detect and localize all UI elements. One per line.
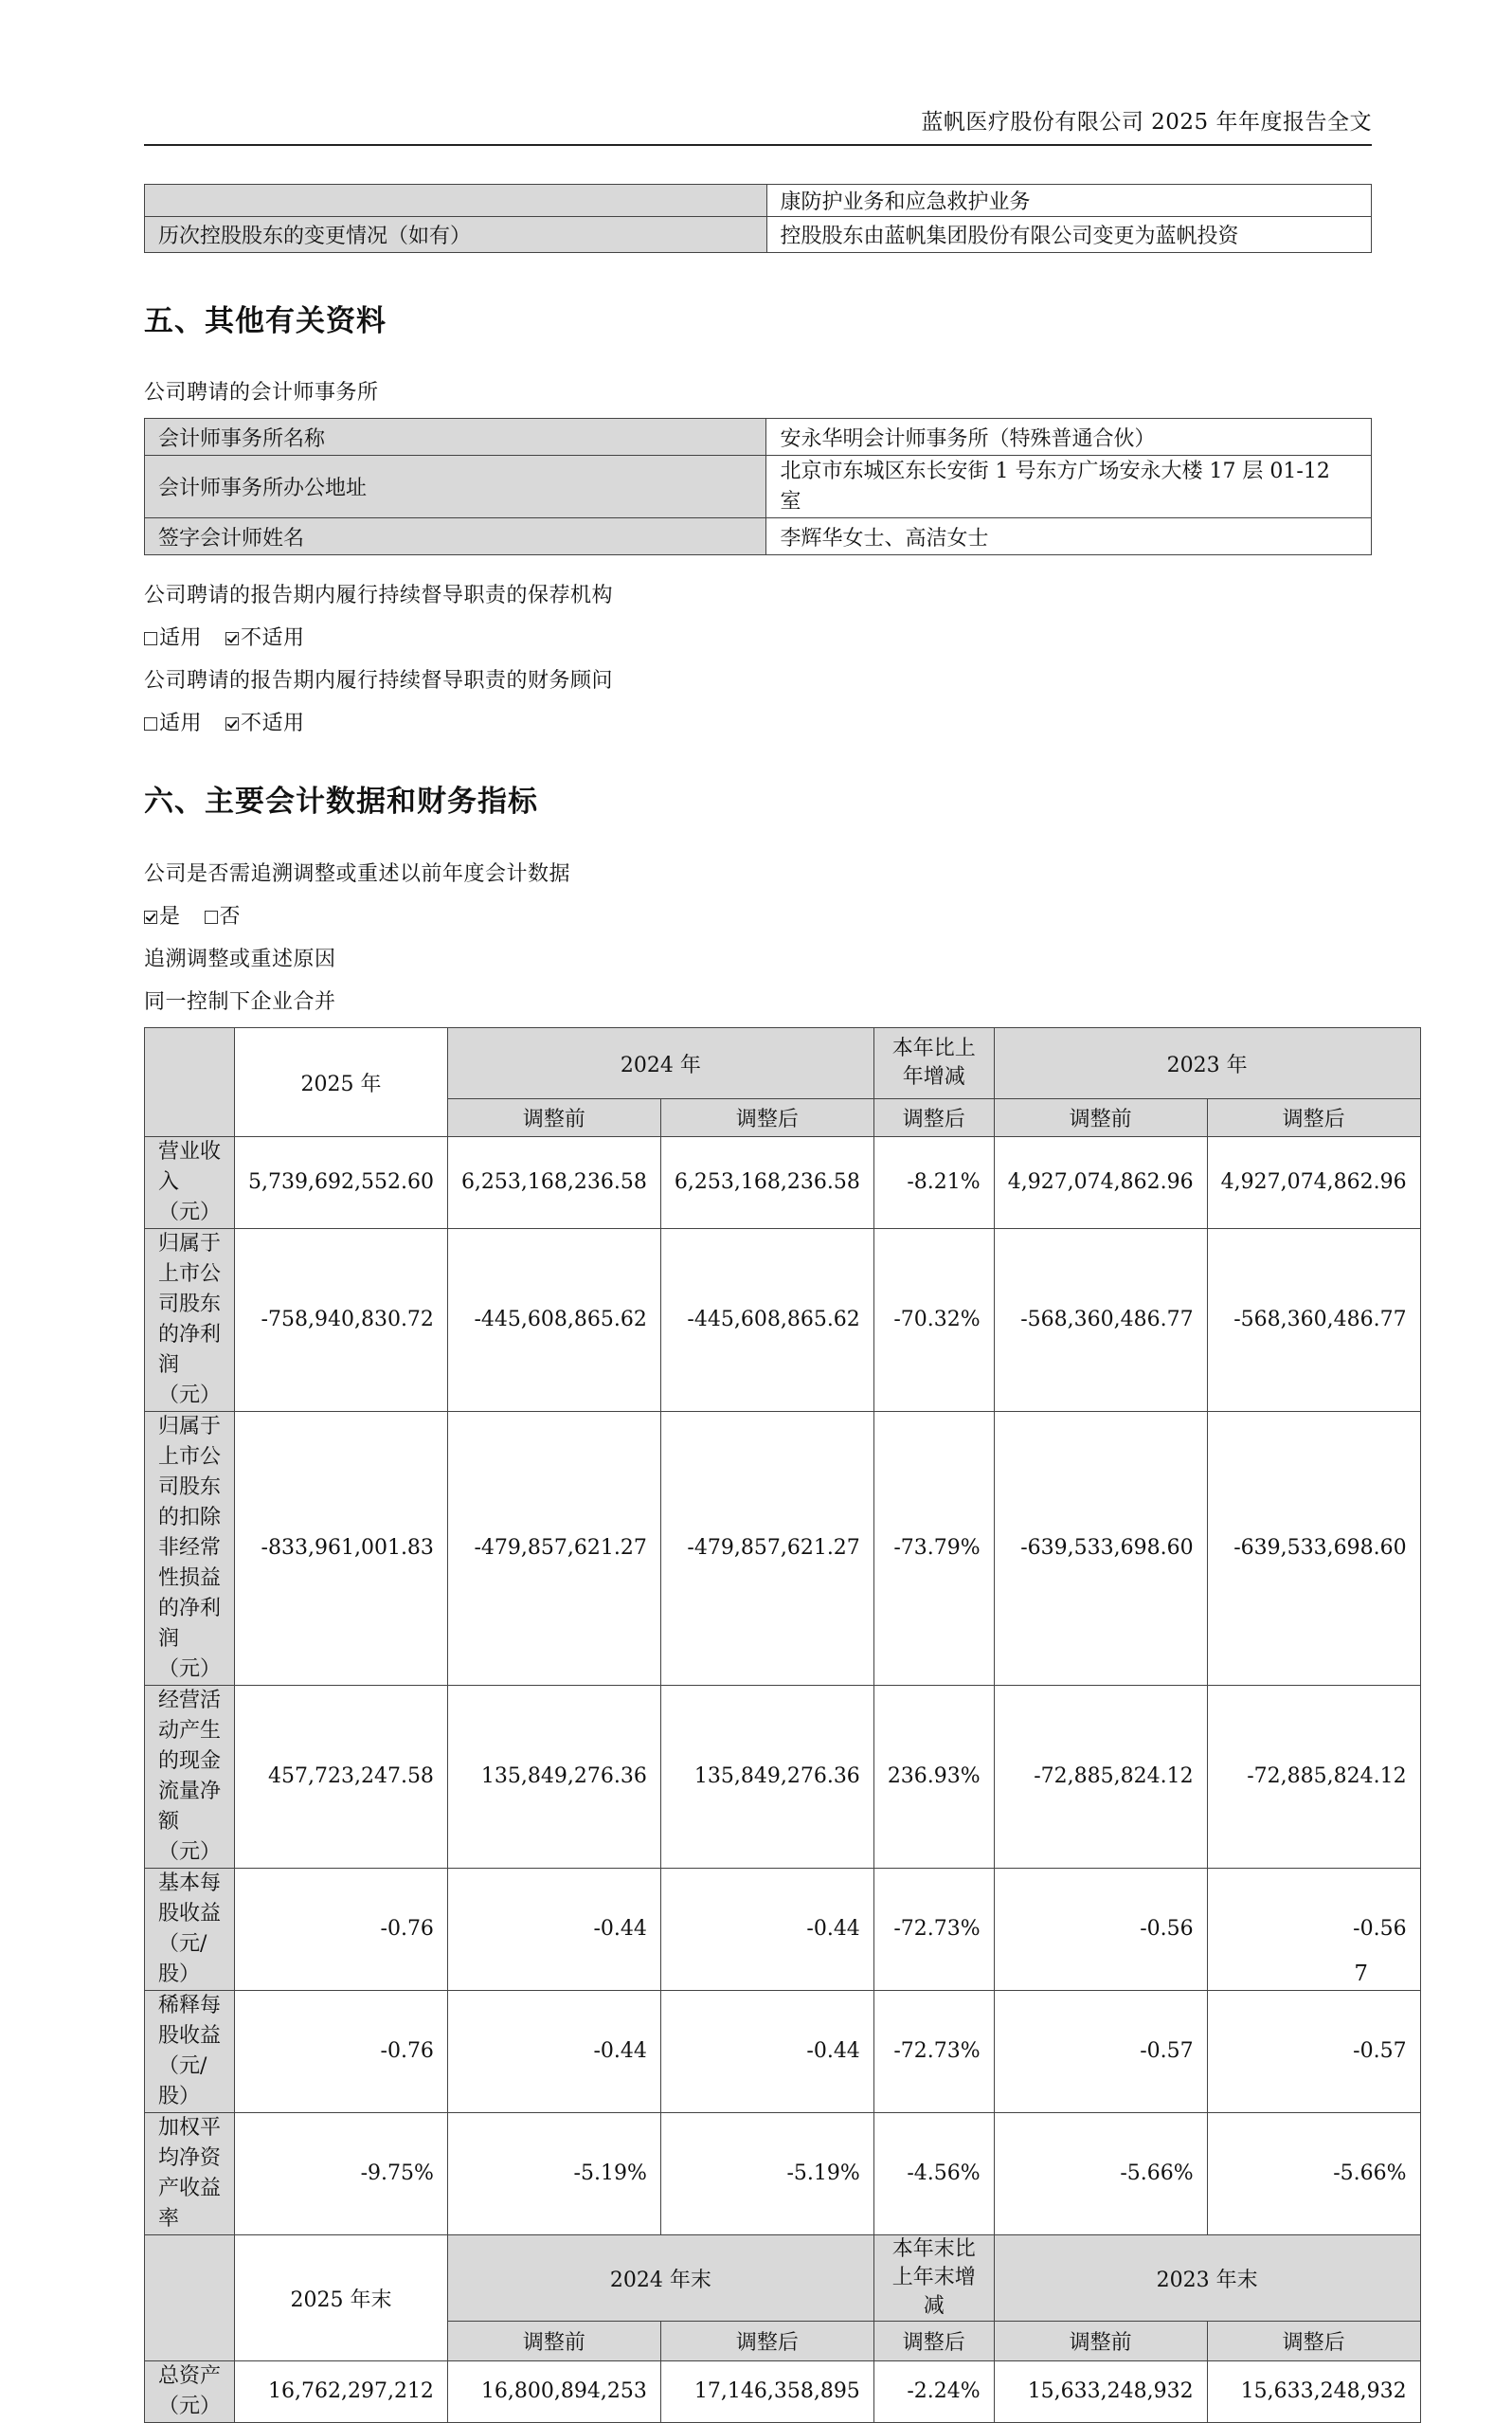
row-label: 经营活动产生的现金流量净额（元） [145,1686,235,1869]
cell-value: -0.76 [235,1991,448,2113]
cell-value: -4.56% [873,2113,994,2235]
header-2024-end: 2024 年末 [447,2235,873,2322]
section-six-title: 六、主要会计数据和财务指标 [144,785,538,819]
cell-value: -9.75% [235,2113,448,2235]
table-row [145,1137,1421,1229]
cell-value: -73.79% [873,1412,994,1686]
sponsor-option-applicable: 适用 [159,626,203,650]
row-label: 营业收入（元） [145,1137,235,1229]
sponsor-option-not-applicable: 不适用 [241,626,305,650]
restatement-reason-label: 追溯调整或重述原因 [144,948,336,971]
cell-value: -0.57 [1207,1991,1420,2113]
checkbox-checked-icon [144,911,157,924]
auditor-address-label: 会计师事务所办公地址 [145,456,766,518]
cell-value: -0.57 [994,1991,1207,2113]
row-label [145,185,767,217]
header-2023-after: 调整后 [1207,1099,1420,1137]
option-no: 否 [219,905,242,929]
checkbox-unchecked-icon [205,911,218,924]
table-row [145,1412,1421,1686]
row-label: 归属于上市公司股东的扣除非经常性损益的净利润（元） [145,1412,235,1686]
cell-value: -639,533,698.60 [994,1412,1207,1686]
sponsor-label: 公司聘请的报告期内履行持续督导职责的保荐机构 [144,584,614,607]
cell-value: -5.19% [660,2113,873,2235]
cell-value: 15,633,248,932 [1207,2361,1420,2423]
cell-value: -758,940,830.72 [235,1229,448,1412]
sponsor-options [144,622,305,651]
cell-value: -2.24% [873,2361,994,2423]
cell-value: -5.66% [1207,2113,1420,2235]
header-2024-end-before: 调整前 [447,2322,660,2361]
cell-value: -8.21% [873,1137,994,1229]
header-change-end: 本年末比上年末增减 [873,2235,994,2322]
cell-value: 135,849,276.36 [660,1686,873,1869]
row-label: 基本每股收益（元/股） [145,1869,235,1991]
row-value: 康防护业务和应急救护业务 [766,185,1372,217]
auditor-table [144,418,1372,555]
signing-accountant-value: 李辉华女士、高洁女士 [766,518,1372,555]
header-2025-end: 2025 年末 [235,2235,448,2361]
advisor-options [144,707,305,736]
report-header-title: 蓝帆医疗股份有限公司 2025 年年度报告全文 [921,110,1372,135]
cell-value: 457,723,247.58 [235,1686,448,1869]
cell-value: -70.32% [873,1229,994,1412]
row-value: 控股股东由蓝帆集团股份有限公司变更为蓝帆投资 [766,217,1372,253]
option-yes: 是 [159,905,181,929]
header-2023-end: 2023 年末 [994,2235,1420,2322]
auditor-name-value: 安永华明会计师事务所（特殊普通合伙） [766,419,1372,456]
table-row [145,185,1372,217]
cell-value: -479,857,621.27 [447,1412,660,1686]
cell-value: -0.44 [447,1869,660,1991]
cell-value: -72,885,824.12 [1207,1686,1420,1869]
cell-value: 4,927,074,862.96 [1207,1137,1420,1229]
checkbox-unchecked-icon [144,717,157,731]
cell-value: -0.56 [994,1869,1207,1991]
table-row [145,419,1372,456]
checkbox-checked-icon [225,632,239,645]
table-row [145,2361,1421,2423]
auditor-address-value: 北京市东城区东长安街 1 号东方广场安永大楼 17 层 01-12 室 [766,456,1372,518]
restatement-question: 公司是否需追溯调整或重述以前年度会计数据 [144,862,571,886]
cell-value: 15,633,248,932 [994,2361,1207,2423]
cell-value: -0.44 [660,1991,873,2113]
cell-value: -5.19% [447,2113,660,2235]
signing-accountant-label: 签字会计师姓名 [145,518,766,555]
cell-value: -5.66% [994,2113,1207,2235]
checkbox-checked-icon [225,717,239,731]
cell-value: 236.93% [873,1686,994,1869]
table-header-row [145,1028,1421,1099]
controlling-shareholder-table [144,184,1372,253]
header-2023: 2023 年 [994,1028,1420,1099]
cell-value: -72.73% [873,1869,994,1991]
row-label: 加权平均净资产收益率 [145,2113,235,2235]
cell-value: 5,739,692,552.60 [235,1137,448,1229]
table-row [145,518,1372,555]
section-five-title: 五、其他有关资料 [144,304,387,338]
cell-value: -479,857,621.27 [660,1412,873,1686]
cell-value: -0.56 [1207,1869,1420,1991]
auditor-intro: 公司聘请的会计师事务所 [144,381,379,405]
cell-value: -568,360,486.77 [1207,1229,1420,1412]
header-blank-cell [145,1028,235,1137]
page-number: 7 [1354,1962,1368,1986]
header-2024-before: 调整前 [447,1099,660,1137]
cell-value: -0.44 [447,1991,660,2113]
header-blank-cell [145,2235,235,2361]
header-2023-end-after: 调整后 [1207,2322,1420,2361]
cell-value: 16,762,297,212 [235,2361,448,2423]
table-row [145,1869,1421,1991]
header-rule [144,144,1372,146]
cell-value: -445,608,865.62 [447,1229,660,1412]
cell-value: -639,533,698.60 [1207,1412,1420,1686]
auditor-name-label: 会计师事务所名称 [145,419,766,456]
header-2025: 2025 年 [235,1028,448,1137]
header-change-after: 调整后 [873,1099,994,1137]
cell-value: 6,253,168,236.58 [447,1137,660,1229]
cell-value: -72.73% [873,1991,994,2113]
advisor-option-applicable: 适用 [159,712,203,735]
cell-value: 16,800,894,253 [447,2361,660,2423]
cell-value: -72,885,824.12 [994,1686,1207,1869]
row-label: 总资产（元） [145,2361,235,2423]
header-2023-end-before: 调整前 [994,2322,1207,2361]
cell-value: -445,608,865.62 [660,1229,873,1412]
header-2023-before: 调整前 [994,1099,1207,1137]
table-row [145,217,1372,253]
advisor-option-not-applicable: 不适用 [241,712,305,735]
restatement-reason: 同一控制下企业合并 [144,990,336,1014]
advisor-label: 公司聘请的报告期内履行持续督导职责的财务顾问 [144,669,614,693]
table-row [145,2113,1421,2235]
header-2024: 2024 年 [447,1028,873,1099]
checkbox-unchecked-icon [144,632,157,645]
cell-value: -833,961,001.83 [235,1412,448,1686]
cell-value: -0.76 [235,1869,448,1991]
table-row [145,456,1372,518]
cell-value: -0.44 [660,1869,873,1991]
table-row [145,1686,1421,1869]
key-financial-table [144,1027,1421,2423]
header-2024-end-after: 调整后 [660,2322,873,2361]
restatement-options [144,900,241,930]
header-change: 本年比上年增减 [873,1028,994,1099]
table-header-row [145,2235,1421,2322]
row-label: 历次控股股东的变更情况（如有） [145,217,767,253]
cell-value: -568,360,486.77 [994,1229,1207,1412]
header-2024-after: 调整后 [660,1099,873,1137]
row-label: 稀释每股收益（元/股） [145,1991,235,2113]
row-label: 归属于上市公司股东的净利润（元） [145,1229,235,1412]
cell-value: 135,849,276.36 [447,1686,660,1869]
cell-value: 4,927,074,862.96 [994,1137,1207,1229]
cell-value: 17,146,358,895 [660,2361,873,2423]
cell-value: 6,253,168,236.58 [660,1137,873,1229]
table-row [145,1991,1421,2113]
header-change-end-after: 调整后 [873,2322,994,2361]
table-row [145,1229,1421,1412]
